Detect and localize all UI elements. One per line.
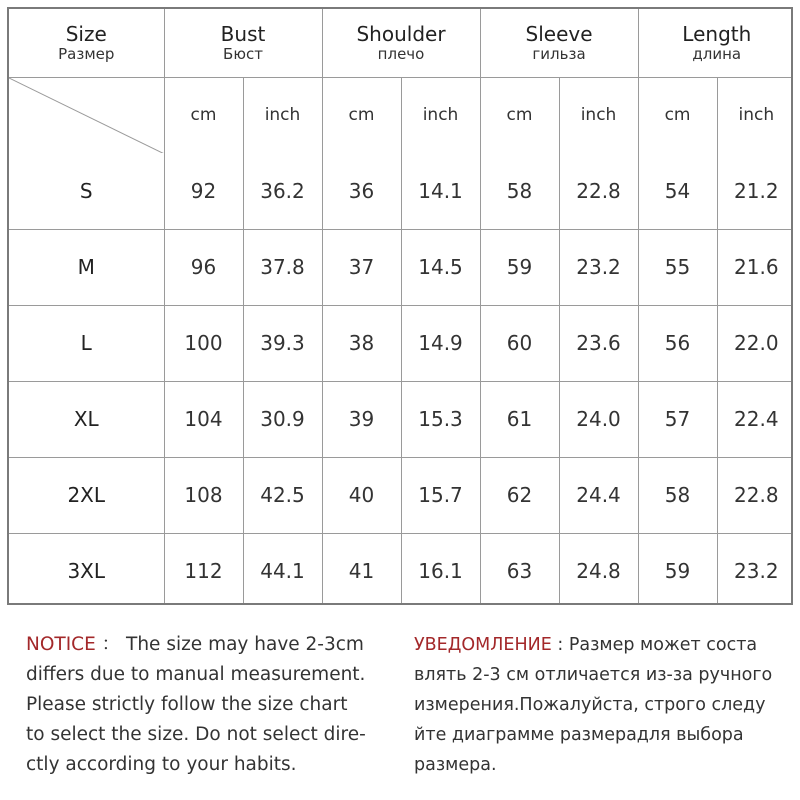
value-cell: 104 [164, 381, 243, 457]
value-cell: 58 [638, 457, 717, 533]
value-cell: 16.1 [401, 533, 480, 605]
value-cell: 58 [480, 153, 559, 229]
value-cell: 42.5 [243, 457, 322, 533]
size-chart [7, 7, 793, 605]
value-cell: 21.6 [717, 229, 793, 305]
notice-line [26, 630, 386, 660]
size-header [9, 9, 164, 77]
value-cell: 59 [480, 229, 559, 305]
table-row [9, 229, 793, 305]
bust-header [164, 9, 322, 77]
value-cell: 15.3 [401, 381, 480, 457]
size-cell: S [9, 153, 164, 229]
length-header-en: Length [682, 21, 752, 46]
value-cell: 39 [322, 381, 401, 457]
notice-text: Размер может соста [568, 635, 758, 655]
unit-cell: cm [638, 77, 717, 153]
notice-label: УВЕДОМЛЕНИЕ [414, 635, 552, 655]
notice-line: Please strictly follow the size chart [26, 694, 348, 715]
value-cell: 62 [480, 457, 559, 533]
notice-line: влять 2-3 см отличается из-за ручного [414, 665, 773, 685]
value-cell: 24.4 [559, 457, 638, 533]
sleeve-header-ru: гильза [532, 44, 586, 63]
value-cell: 36 [322, 153, 401, 229]
value-cell: 92 [164, 153, 243, 229]
unit-cell: inch [559, 77, 638, 153]
bust-header-ru: Бюст [223, 44, 263, 63]
value-cell: 23.2 [717, 533, 793, 605]
value-cell: 55 [638, 229, 717, 305]
value-cell: 39.3 [243, 305, 322, 381]
value-cell: 37.8 [243, 229, 322, 305]
value-cell: 112 [164, 533, 243, 605]
size-header-ru: Размер [58, 44, 115, 63]
value-cell: 59 [638, 533, 717, 605]
value-cell: 100 [164, 305, 243, 381]
unit-cell: cm [164, 77, 243, 153]
unit-cell: cm [480, 77, 559, 153]
value-cell: 96 [164, 229, 243, 305]
value-cell: 108 [164, 457, 243, 533]
value-cell: 14.5 [401, 229, 480, 305]
unit-row [9, 77, 793, 153]
unit-cell: cm [322, 77, 401, 153]
notice-line: измерения.Пожалуйста, строго следу [414, 695, 766, 715]
table-row [9, 305, 793, 381]
table-row [9, 457, 793, 533]
length-header-ru: длина [692, 44, 742, 63]
value-cell: 60 [480, 305, 559, 381]
value-cell: 36.2 [243, 153, 322, 229]
table-row [9, 533, 793, 605]
value-cell: 37 [322, 229, 401, 305]
shoulder-header-ru: плечо [377, 44, 425, 63]
value-cell: 24.0 [559, 381, 638, 457]
size-header-en: Size [65, 21, 107, 46]
value-cell: 14.9 [401, 305, 480, 381]
value-cell: 22.8 [559, 153, 638, 229]
notice-line: to select the size. Do not select dire- [26, 724, 366, 745]
shoulder-header-en: Shoulder [356, 21, 446, 46]
notice-label: NOTICE [26, 634, 96, 655]
diagonal-line [9, 78, 164, 154]
size-table [9, 9, 793, 605]
notice-text: The size may have 2-3cm [126, 634, 364, 655]
notice-line: differs due to manual measurement. [26, 664, 366, 685]
value-cell: 22.4 [717, 381, 793, 457]
value-cell: 38 [322, 305, 401, 381]
value-cell: 22.0 [717, 305, 793, 381]
size-cell: L [9, 305, 164, 381]
value-cell: 56 [638, 305, 717, 381]
diagonal-cell [9, 77, 164, 153]
size-cell: M [9, 229, 164, 305]
value-cell: 54 [638, 153, 717, 229]
value-cell: 30.9 [243, 381, 322, 457]
unit-cell: inch [243, 77, 322, 153]
value-cell: 15.7 [401, 457, 480, 533]
notice-separator: : [551, 635, 569, 655]
value-cell: 57 [638, 381, 717, 457]
size-cell: XL [9, 381, 164, 457]
notice-line: ctly according to your habits. [26, 754, 297, 775]
value-cell: 41 [322, 533, 401, 605]
length-header [638, 9, 793, 77]
notice-line: йте диаграмме размерадля выбора [414, 725, 744, 745]
unit-cell: inch [717, 77, 793, 153]
notice-line: размера. [414, 755, 497, 775]
value-cell: 63 [480, 533, 559, 605]
table-row [9, 153, 793, 229]
value-cell: 24.8 [559, 533, 638, 605]
value-cell: 40 [322, 457, 401, 533]
value-cell: 21.2 [717, 153, 793, 229]
value-cell: 23.6 [559, 305, 638, 381]
size-cell: 2XL [9, 457, 164, 533]
notice-separator: ： [95, 634, 127, 655]
notice-english [26, 630, 386, 780]
header-row [9, 9, 793, 77]
unit-cell: inch [401, 77, 480, 153]
table-row [9, 381, 793, 457]
shoulder-header [322, 9, 480, 77]
bust-header-en: Bust [220, 21, 266, 46]
value-cell: 14.1 [401, 153, 480, 229]
notice-russian [414, 630, 790, 780]
value-cell: 22.8 [717, 457, 793, 533]
sleeve-header [480, 9, 638, 77]
value-cell: 44.1 [243, 533, 322, 605]
notice-line [414, 630, 790, 660]
size-cell: 3XL [9, 533, 164, 605]
value-cell: 61 [480, 381, 559, 457]
sleeve-header-en: Sleeve [525, 21, 593, 46]
value-cell: 23.2 [559, 229, 638, 305]
